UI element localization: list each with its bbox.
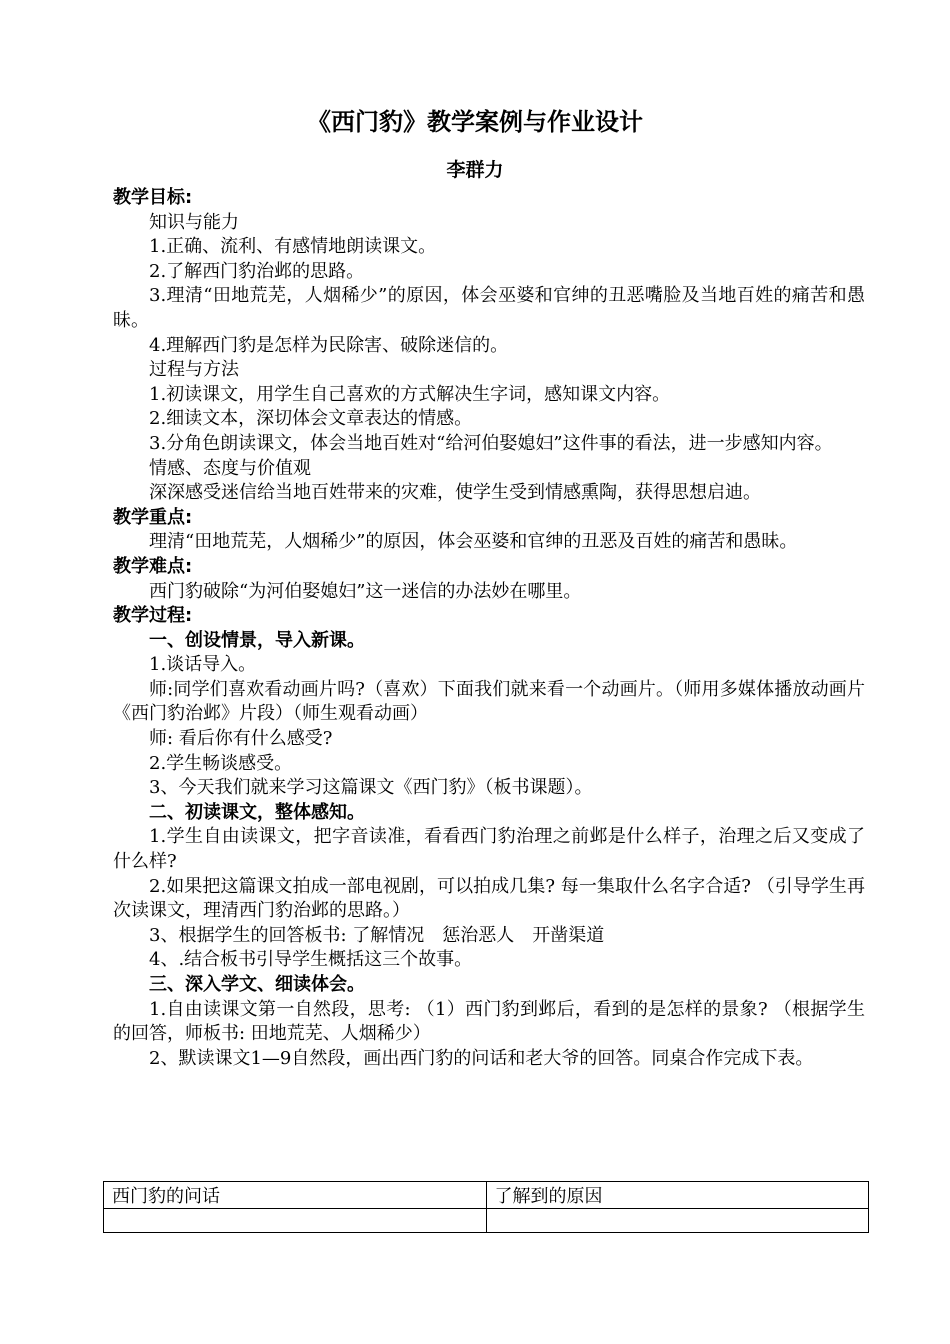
goal-p1: 1.初读课文，用学生自己喜欢的方式解决生字词，感知课文内容。 [149, 383, 671, 405]
document-title: 《西门豹》教学案例与作业设计 [307, 108, 643, 136]
section-1-line-1: 1.谈话导入。 [149, 654, 257, 676]
key-point-heading: 教学重点: [113, 506, 193, 528]
knowledge-label: 知识与能力 [149, 211, 239, 233]
difficulty-text: 西门豹破除“为河伯娶媳妇”这一迷信的办法妙在哪里。 [149, 580, 582, 602]
section-2-title: 二、初读课文，整体感知。 [149, 801, 365, 823]
table-header-reason: 了解到的原因 [486, 1182, 869, 1209]
process-method-label: 过程与方法 [149, 359, 239, 381]
goal-k4: 4.理解西门豹是怎样为民除害、破除迷信的。 [149, 334, 509, 356]
table-cell-empty [104, 1209, 487, 1233]
question-reason-table [103, 1181, 869, 1233]
emotion-label: 情感、态度与价值观 [149, 457, 311, 479]
table-row [104, 1209, 869, 1233]
document-body [113, 186, 865, 1071]
section-2-line-4: 4、.结合板书引导学生概括这三个故事。 [149, 949, 473, 971]
table-header-row [104, 1182, 869, 1209]
goal-k1: 1.正确、流利、有感情地朗读课文。 [149, 236, 437, 258]
section-2-line-3: 3、根据学生的回答板书: 了解情况 惩治恶人 开凿渠道 [149, 924, 605, 946]
author-name: 李群力 [446, 159, 504, 181]
goals-heading: 教学目标: [113, 187, 193, 208]
section-3-line-2: 2、默读课文1—9自然段，画出西门豹的问话和老大爷的回答。同桌合作完成下表。 [149, 1047, 814, 1069]
section-1-line-5: 3、今天我们就来学习这篇课文《西门豹》（板书课题）。 [149, 777, 593, 799]
section-1-title: 一、创设情景，导入新课。 [149, 629, 365, 651]
goal-p2: 2.细读文本，深切体会文章表达的情感。 [149, 408, 473, 430]
goal-e1: 深深感受迷信给当地百姓带来的灾难，使学生受到情感熏陶，获得思想启迪。 [149, 482, 761, 504]
section-1-line-2: 师:同学们喜欢看动画片吗?（喜欢）下面我们就来看一个动画片。（师用多媒体播放动画片《西门豹治邺》片段）（师生观看动画） [113, 678, 865, 725]
goal-k3: 3.理清“田地荒芜，人烟稀少”的原因，体会巫婆和官绅的丑恶嘴脸及当地百姓的痛苦和愚昧。 [113, 285, 865, 331]
section-1-line-3: 师: 看后你有什么感受? [149, 728, 333, 750]
section-2-line-1: 1.学生自由读课文，把字音读准，看看西门豹治理之前邺是什么样子，治理之后又变成了什么样? [113, 826, 865, 873]
section-1-line-4: 2.学生畅谈感受。 [149, 752, 293, 774]
difficulty-heading: 教学难点: [113, 555, 193, 577]
section-2-line-2: 2.如果把这篇课文拍成一部电视剧，可以拍成几集? 每一集取什么名字合适? （引导学生再次读课文，理清西门豹治邺的思路。） [113, 875, 865, 922]
goal-p3: 3.分角色朗读课文，体会当地百姓对“给河伯娶媳妇”这件事的看法，进一步感知内容。 [149, 432, 833, 454]
section-3-line-1: 1.自由读课文第一自然段，思考: （1）西门豹到邺后，看到的是怎样的景象? （根据学生的回答，师板书: 田地荒芜、人烟稀少） [113, 998, 865, 1045]
goal-k2: 2.了解西门豹治邺的思路。 [149, 260, 365, 282]
table-header-question: 西门豹的问话 [104, 1182, 487, 1209]
key-point-text: 理清“田地荒芜，人烟稀少”的原因，体会巫婆和官绅的丑恶及百姓的痛苦和愚昧。 [149, 531, 798, 553]
process-heading: 教学过程: [113, 605, 193, 627]
section-3-title: 三、深入学文、细读体会。 [149, 974, 365, 995]
table-cell-empty [486, 1209, 869, 1233]
